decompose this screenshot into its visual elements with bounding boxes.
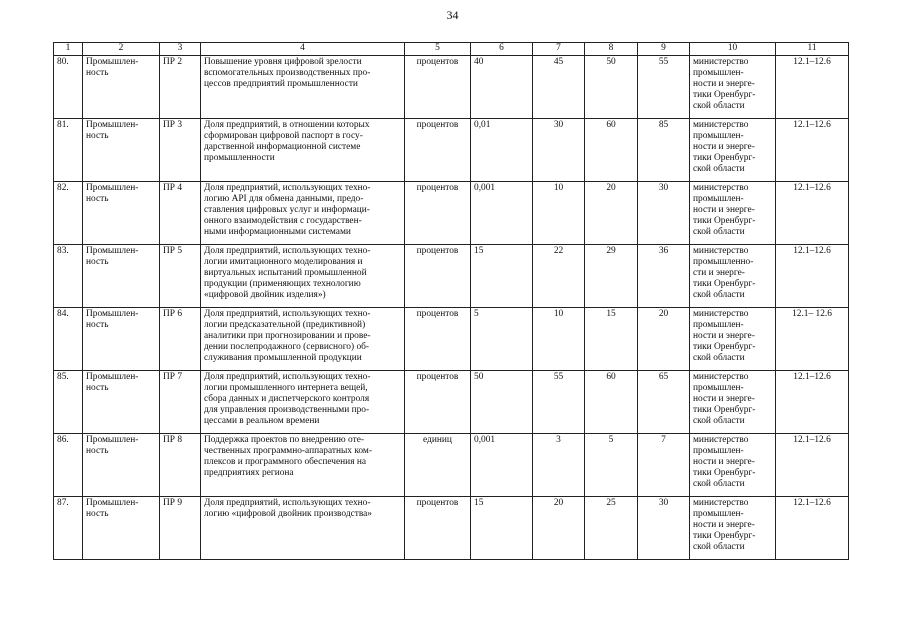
indicators-table <box>53 42 849 560</box>
sector-cell: Промышлен- ность <box>83 308 160 371</box>
value-col-7: 45 <box>533 56 585 119</box>
row-number: 85. <box>54 371 83 434</box>
sector-cell: Промышлен- ность <box>83 182 160 245</box>
value-col-6: 40 <box>471 56 533 119</box>
indicator-code: ПР 9 <box>160 497 201 560</box>
value-col-8: 5 <box>585 434 638 497</box>
table-row <box>54 371 849 434</box>
value-col-9: 65 <box>638 371 690 434</box>
value-col-8: 29 <box>585 245 638 308</box>
indicator-code: ПР 8 <box>160 434 201 497</box>
column-header: 9 <box>638 43 690 56</box>
measures-range: 12.1–12.6 <box>776 371 849 434</box>
column-header: 7 <box>533 43 585 56</box>
page-number: 34 <box>446 8 459 22</box>
unit-cell: процентов <box>405 497 471 560</box>
measures-range: 12.1–12.6 <box>776 245 849 308</box>
indicator-code: ПР 4 <box>160 182 201 245</box>
sector-cell: Промышлен- ность <box>83 245 160 308</box>
measures-range: 12.1–12.6 <box>776 182 849 245</box>
responsible-cell: министерство промышлен- ности и энерге- тики Оренбург- ской области <box>690 371 776 434</box>
value-col-7: 10 <box>533 182 585 245</box>
measures-range: 12.1– 12.6 <box>776 308 849 371</box>
sector-cell: Промышлен- ность <box>83 119 160 182</box>
sector-cell: Промышлен- ность <box>83 56 160 119</box>
table-row <box>54 434 849 497</box>
column-header: 1 <box>54 43 83 56</box>
value-col-6: 0,001 <box>471 434 533 497</box>
value-col-8: 60 <box>585 371 638 434</box>
table-row <box>54 308 849 371</box>
value-col-6: 15 <box>471 245 533 308</box>
column-header: 3 <box>160 43 201 56</box>
responsible-cell: министерство промышлен- ности и энерге- тики Оренбург- ской области <box>690 182 776 245</box>
value-col-8: 20 <box>585 182 638 245</box>
unit-cell: процентов <box>405 308 471 371</box>
unit-cell: процентов <box>405 245 471 308</box>
responsible-cell: министерство промышлен- ности и энерге- тики Оренбург- ской области <box>690 119 776 182</box>
value-col-7: 30 <box>533 119 585 182</box>
row-number: 84. <box>54 308 83 371</box>
sector-cell: Промышлен- ность <box>83 371 160 434</box>
value-col-9: 30 <box>638 497 690 560</box>
row-number: 80. <box>54 56 83 119</box>
measures-range: 12.1–12.6 <box>776 497 849 560</box>
responsible-cell: министерство промышлен- ности и энерге- тики Оренбург- ской области <box>690 56 776 119</box>
value-col-9: 55 <box>638 56 690 119</box>
row-number: 83. <box>54 245 83 308</box>
indicator-name: Доля предприятий, использующих техно- логию «цифровой двойник производства» <box>201 497 405 560</box>
indicator-name: Поддержка проектов по внедрению оте- чественных программно-аппаратных ком- плексов и программного обеспечения на предприятиях региона <box>201 434 405 497</box>
responsible-cell: министерство промышлен- ности и энерге- тики Оренбург- ской области <box>690 308 776 371</box>
sector-cell: Промышлен- ность <box>83 434 160 497</box>
column-header: 5 <box>405 43 471 56</box>
table-row <box>54 119 849 182</box>
indicator-code: ПР 6 <box>160 308 201 371</box>
indicator-code: ПР 7 <box>160 371 201 434</box>
header-row <box>54 43 849 56</box>
table-row <box>54 245 849 308</box>
indicator-name: Доля предприятий, использующих техно- логии имитационного моделирования и виртуальных испытаний промышленной продукции (применяющих технологию «цифровой двойник изделия») <box>201 245 405 308</box>
value-col-7: 55 <box>533 371 585 434</box>
column-header: 2 <box>83 43 160 56</box>
indicator-name: Повышение уровня цифровой зрелости вспомогательных производственных про- цессов предприятий промышленности <box>201 56 405 119</box>
unit-cell: процентов <box>405 119 471 182</box>
value-col-8: 60 <box>585 119 638 182</box>
column-header: 6 <box>471 43 533 56</box>
value-col-8: 15 <box>585 308 638 371</box>
table-row <box>54 182 849 245</box>
value-col-9: 20 <box>638 308 690 371</box>
row-number: 87. <box>54 497 83 560</box>
unit-cell: процентов <box>405 182 471 245</box>
table-row <box>54 497 849 560</box>
value-col-9: 85 <box>638 119 690 182</box>
value-col-9: 36 <box>638 245 690 308</box>
indicator-code: ПР 2 <box>160 56 201 119</box>
sector-cell: Промышлен- ность <box>83 497 160 560</box>
column-header: 4 <box>201 43 405 56</box>
value-col-6: 0,01 <box>471 119 533 182</box>
unit-cell: единиц <box>405 434 471 497</box>
table-row <box>54 56 849 119</box>
value-col-8: 25 <box>585 497 638 560</box>
measures-range: 12.1–12.6 <box>776 434 849 497</box>
column-header: 11 <box>776 43 849 56</box>
value-col-6: 5 <box>471 308 533 371</box>
unit-cell: процентов <box>405 371 471 434</box>
responsible-cell: министерство промышлен- ности и энерге- тики Оренбург- ской области <box>690 434 776 497</box>
responsible-cell: министерство промышленно- сти и энерге- тики Оренбург- ской области <box>690 245 776 308</box>
value-col-9: 30 <box>638 182 690 245</box>
column-header: 8 <box>585 43 638 56</box>
column-header: 10 <box>690 43 776 56</box>
value-col-6: 15 <box>471 497 533 560</box>
indicator-name: Доля предприятий, использующих техно- логии предсказательной (предиктивной) аналитики при прогнозировании и прове- дении послепродажного (сервисного) об- служивания промышленной продукции <box>201 308 405 371</box>
value-col-9: 7 <box>638 434 690 497</box>
value-col-7: 10 <box>533 308 585 371</box>
indicator-code: ПР 3 <box>160 119 201 182</box>
responsible-cell: министерство промышлен- ности и энерге- тики Оренбург- ской области <box>690 497 776 560</box>
indicator-name: Доля предприятий, использующих техно- логии промышленного интернета вещей, сбора данных и диспетчерского контроля для управления производственными про- цессами в реальном времени <box>201 371 405 434</box>
value-col-7: 22 <box>533 245 585 308</box>
row-number: 81. <box>54 119 83 182</box>
value-col-7: 20 <box>533 497 585 560</box>
indicator-code: ПР 5 <box>160 245 201 308</box>
value-col-8: 50 <box>585 56 638 119</box>
indicator-name: Доля предприятий, использующих техно- логию API для обмена данными, предо- ставления цифровых услуг и информаци- онного взаимодействия с государствен- ными информационными системами <box>201 182 405 245</box>
row-number: 82. <box>54 182 83 245</box>
unit-cell: процентов <box>405 56 471 119</box>
indicator-name: Доля предприятий, в отношении которых сформирован цифровой паспорт в госу- дарственной информационной системе промышленности <box>201 119 405 182</box>
value-col-6: 50 <box>471 371 533 434</box>
measures-range: 12.1–12.6 <box>776 56 849 119</box>
measures-range: 12.1–12.6 <box>776 119 849 182</box>
row-number: 86. <box>54 434 83 497</box>
value-col-7: 3 <box>533 434 585 497</box>
value-col-6: 0,001 <box>471 182 533 245</box>
